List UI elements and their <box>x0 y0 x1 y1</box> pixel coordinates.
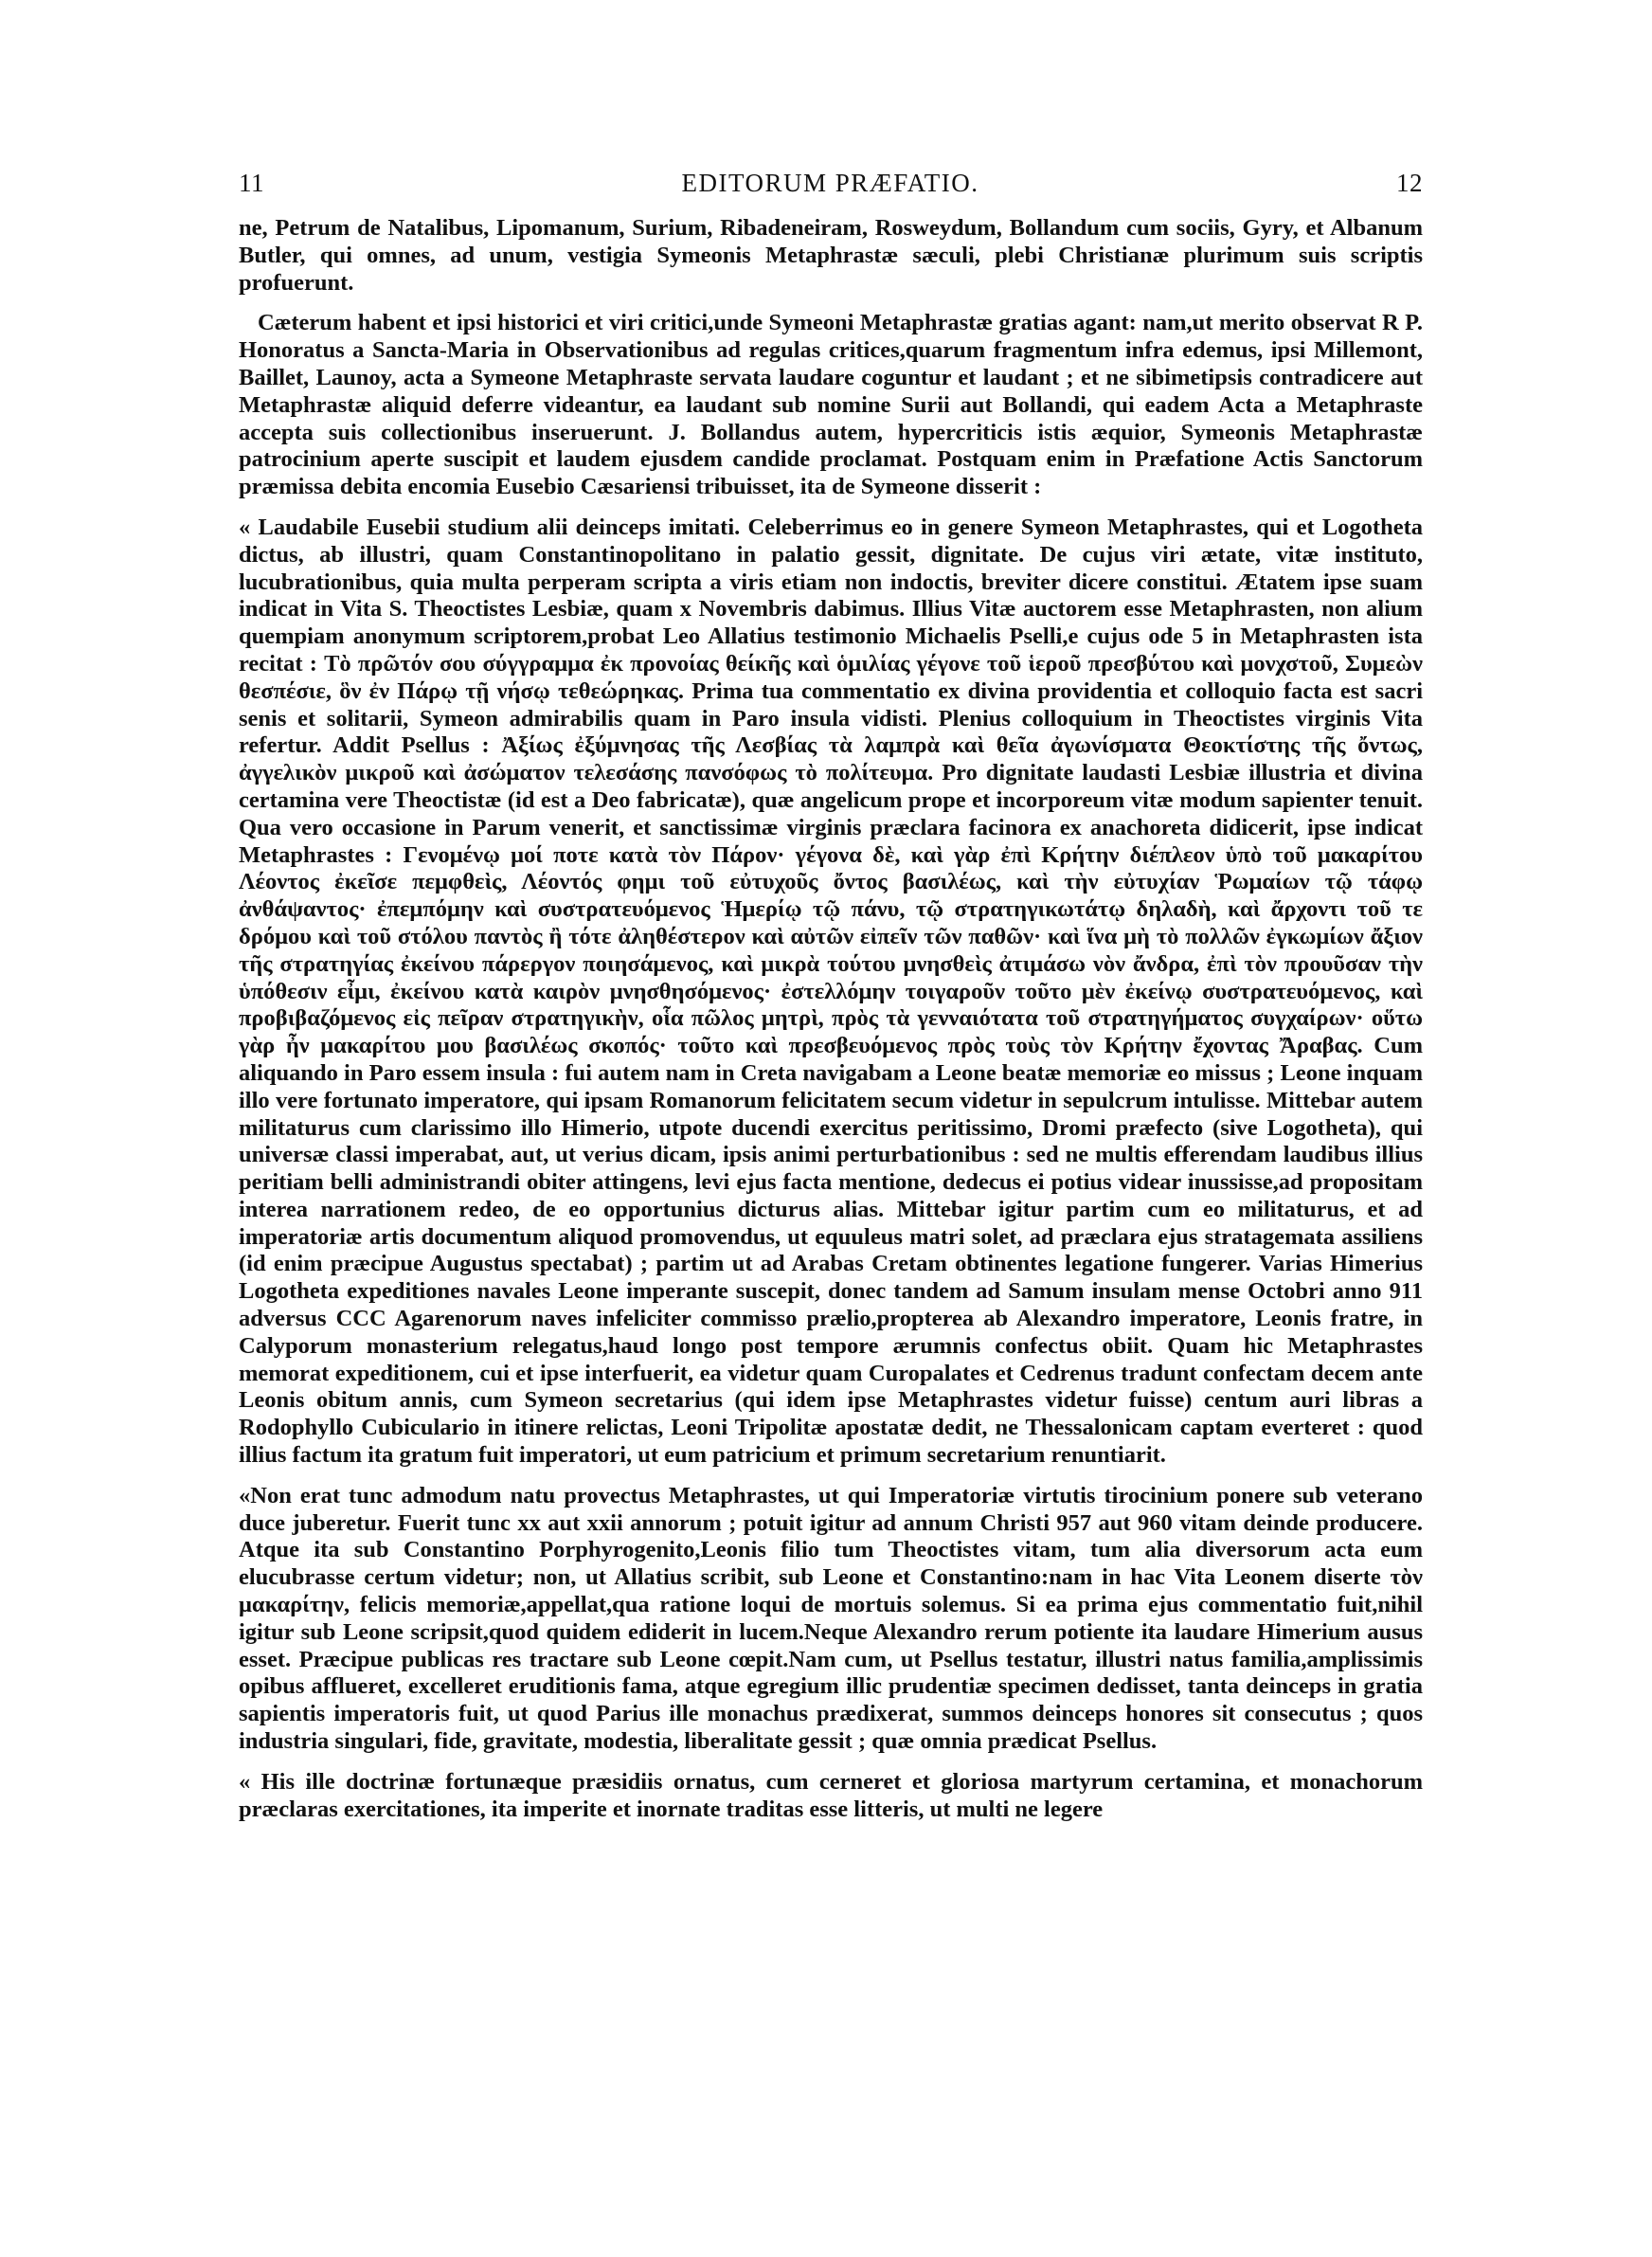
paragraph-2: Cæterum habent et ipsi historici et viri critici,unde Symeoni Metaphrastæ gratias agant: nam,ut merito observat R P. Honoratus a Sancta-Maria in Observationibus ad regulas critices,quarum fragmentum infra edemus, ipsi Millemont, Baillet, Launoy, acta a Symeone Metaphraste servata laudare coguntur et laudant ; et ne sibimetipsis contradicere aut Metaphrastæ aliquid deferre videantur, ea laudant sub nomine Surii aut Bollandi, qui eadem Acta a Metaphraste accepta suis collectionibus inseruerunt. J. Bollandus autem, hypercriticis istis æquior, Symeonis Metaphrastæ patrocinium aperte suscipit et laudem ejusdem candide proclamat. Postquam enim in Præfatione Actis Sanctorum præmissa debita encomia Eusebio Cæsariensi tribuisset, ita de Symeone disserit : <box>239 310 1423 500</box>
left-page-number: 11 <box>239 169 264 197</box>
paragraph-1: ne, Petrum de Natalibus, Lipomanum, Surium, Ribadeneiram, Rosweydum, Bollandum cum sociis, Gyry, et Albanum Butler, qui omnes, ad unum, vestigia Symeonis Metaphrastæ sæculi, plebi Christianæ plurimum suis scriptis profuerunt. <box>239 215 1423 296</box>
running-title: EDITORUM PRÆFATIO. <box>681 169 979 197</box>
document-page <box>239 169 1423 1836</box>
page-header <box>239 169 1423 198</box>
paragraph-4-quote: «Non erat tunc admodum natu provectus Metaphrastes, ut qui Imperatoriæ virtutis tirocinium ponere sub veterano duce juberetur. Fuerit tunc xx aut xxii annorum ; potuit igitur ad annum Christi 957 aut 960 vitam deinde producere. Atque ita sub Constantino Porphyrogenito,Leonis filio tum Theoctistes vitam, tum alia diversorum acta eum elucubrasse certum videtur; non, ut Allatius scribit, sub Leone et Constantino:nam in hac Vita Leonem diserte τὸν μακαρίτην, felicis memoriæ,appellat,qua ratione loqui de mortuis solemus. Si ea prima ejus commentatio fuit,nihil igitur sub Leone scripsit,quod quidem ediderit in lucem.Neque Alexandro rerum potiente ita laudare Himerium ausus esset. Præcipue publicas res tractare sub Leone cœpit.Nam cum, ut Psellus testatur, illustri natus familia,amplissimis opibus afflueret, excelleret eruditionis fama, atque egregium illic prudentiæ specimen dedisset, tanta deinceps in gratia sapientis imperatoris fuit, ut quod Parius ille monachus prædixerat, summos deinceps honores sit consecutus ; quos industria singulari, fide, gravitate, modestia, liberalitate gessit ; quæ omnia prædicat Psellus. <box>239 1482 1423 1755</box>
paragraph-5-quote: « His ille doctrinæ fortunæque præsidiis ornatus, cum cerneret et gloriosa martyrum certamina, et monachorum præclaras exercitationes, ita imperite et inornate traditas esse litteris, ut multi ne legere <box>239 1768 1423 1822</box>
paragraph-3-quote: « Laudabile Eusebii studium alii deinceps imitati. Celeberrimus eo in genere Symeon Metaphrastes, qui et Logotheta dictus, ab illustri, quam Constantinopolitano in palatio gessit, dignitate. De cujus viri ætate, vitæ instituto, lucubrationibus, quia multa perperam scripta a viris etiam non indoctis, breviter dicere constitui. Ætatem ipse suam indicat in Vita S. Theoctistes Lesbiæ, quam x Novembris dabimus. Illius Vitæ auctorem esse Metaphrasten, non alium quempiam anonymum scriptorem,probat Leo Allatius testimonio Michaelis Pselli,e cujus ode 5 in Metaphrasten ista recitat : Τὸ πρῶτόν σου σύγγραμμα ἐκ προνοίας θείκῆς καὶ ὁμιλίας γέγονε τοῦ ἱεροῦ πρεσβύτου καὶ μονχστοῦ, Συμεὼν θεσπέσιε, ὃν ἐν Πάρῳ τῇ νήσῳ τεθεώρηκας. Prima tua commentatio ex divina providentia et colloquio facta est sacri senis et solitarii, Symeon admirabilis quam in Paro insula vidisti. Plenius colloquium in Theoctistes virginis Vita refertur. Addit Psellus : Ἀξίως ἐξύμνησας τῆς Λεσβίας τὰ λαμπρὰ καὶ θεῖα ἀγωνίσματα Θεοκτίστης τῆς ὄντως, ἀγγελικὸν μικροῦ καὶ ἀσώματον τελεσάσης πανσόφως τὸ πολίτευμα. Pro dignitate laudasti Lesbiæ illustria et divina certamina vere Theoctistæ (id est a Deo fabricatæ), quæ angelicum prope et incorporeum vitæ modum sapienter tenuit. Qua vero occasione in Parum venerit, et sanctissimæ virginis præclara facinora ex anachoreta didicerit, ipse indicat Metaphrastes : Γενομένῳ μοί ποτε κατὰ τὸν Πάρον· γέγονα δὲ, καὶ γὰρ ἐπὶ Κρήτην διέπλεον ὑπὸ τοῦ μακαρίτου Λέοντος ἐκεῖσε πεμφθεὶς, Λέοντός φημι τοῦ εὐτυχοῦς ὄντος βασιλέως, καὶ τὴν εὐτυχίαν Ῥωμαίων τῷ τάφῳ ἀνθάψαντος· ἐπεμπόμην καὶ συστρατευόμενος Ἡμερίῳ τῷ πάνυ, τῷ στρατηγικωτάτῳ δηλαδὴ, καὶ ἄρχοντι τοῦ τε δρόμου καὶ τοῦ στόλου παντὸς ἢ τότε ἀληθέστερον καὶ αὐτῶν εἰπεῖν τῶν παθῶν· καὶ ἵνα μὴ τὸ πολλῶν ἐγκωμίων ἄξιον τῆς στρατηγίας ἐκείνου πάρεργον ποιησάμενος, καὶ μικρὰ τούτου μνησθεὶς ἀτιμάσω νὸν ἄνδρα, ἐπὶ τὸν προυῦσαν τὴν ὑπόθεσιν εἶμι, ἐκείνου κατὰ καιρὸν μνησθησόμενος· ἐστελλόμην τοιγαροῦν τοῦτο μὲν ἐκείνῳ συστρατευόμενος, καὶ προβιβαζόμενος εἰς πεῖραν στρατηγικὴν, οἷα πῶλος μητρὶ, πρὸς τὰ γενναιότατα τοῦ στρατηγήματος συγχαίρων· οὕτω γὰρ ἦν μακαρίτου μου βασιλέως σκοπός· τοῦτο καὶ πρεσβευόμενος πρὸς τοὺς τὸν Κρήτην ἔχοντας Ἄραβας. Cum aliquando in Paro essem insula : fui autem nam in Creta navigabam a Leone beatæ memoriæ eo missus ; Leone inquam illo vere fortunato imperatore, qui ipsam Romanorum felicitatem secum videtur in sepulcrum intulisse. Mittebar autem militaturus cum clarissimo illo Himerio, utpote ducendi exercitus peritissimo, Dromi præfecto (sive Logotheta), qui universæ classi imperabat, aut, ut verius dicam, ipsis animi perturbationibus : sed ne multis efferendam laudibus illius peritiam belli administrandi obiter attingens, levi ejus facta mentione, dedecus ei potius videar inussisse,ad propositam interea narrationem redeo, de eo opportunius dicturus alias. Mittebar igitur partim cum eo militaturus, et ad imperatoriæ artis documentum aliquod promovendus, ut equuleus matri solet, ad præclara ejus stratagemata assiliens (id enim præcipue Augustus spectabat) ; partim ut ad Arabas Cretam obtinentes legatione fungerer. Varias Himerius Logotheta expeditiones navales Leone imperante suscepit, donec tandem ad Samum insulam mense Octobri anno 911 adversus CCC Agarenorum naves infeliciter commisso prælio,propterea ab Alexandro imperatore, Leonis fratre, in Calyporum monasterium relegatus,haud longo post tempore ærumnis confectus obiit. Quam hic Metaphrastes memorat expeditionem, cui et ipse interfuerit, ea videtur quam Curopalates et Cedrenus tradunt confectam decem ante Leonis obitum annis, cum Symeon secretarius (qui idem ipse Metaphrastes videtur fuisse) centum auri libras a Rodophyllo Cubiculario in itinere relictas, Leoni Tripolitæ apostatæ dedit, ne Thessalonicam captam everteret : quod illius factum ita gratum fuit imperatori, ut eum patricium et primum secretarium renuntiarit. <box>239 514 1423 1469</box>
body-text <box>239 215 1423 1823</box>
right-page-number: 12 <box>1395 169 1423 197</box>
